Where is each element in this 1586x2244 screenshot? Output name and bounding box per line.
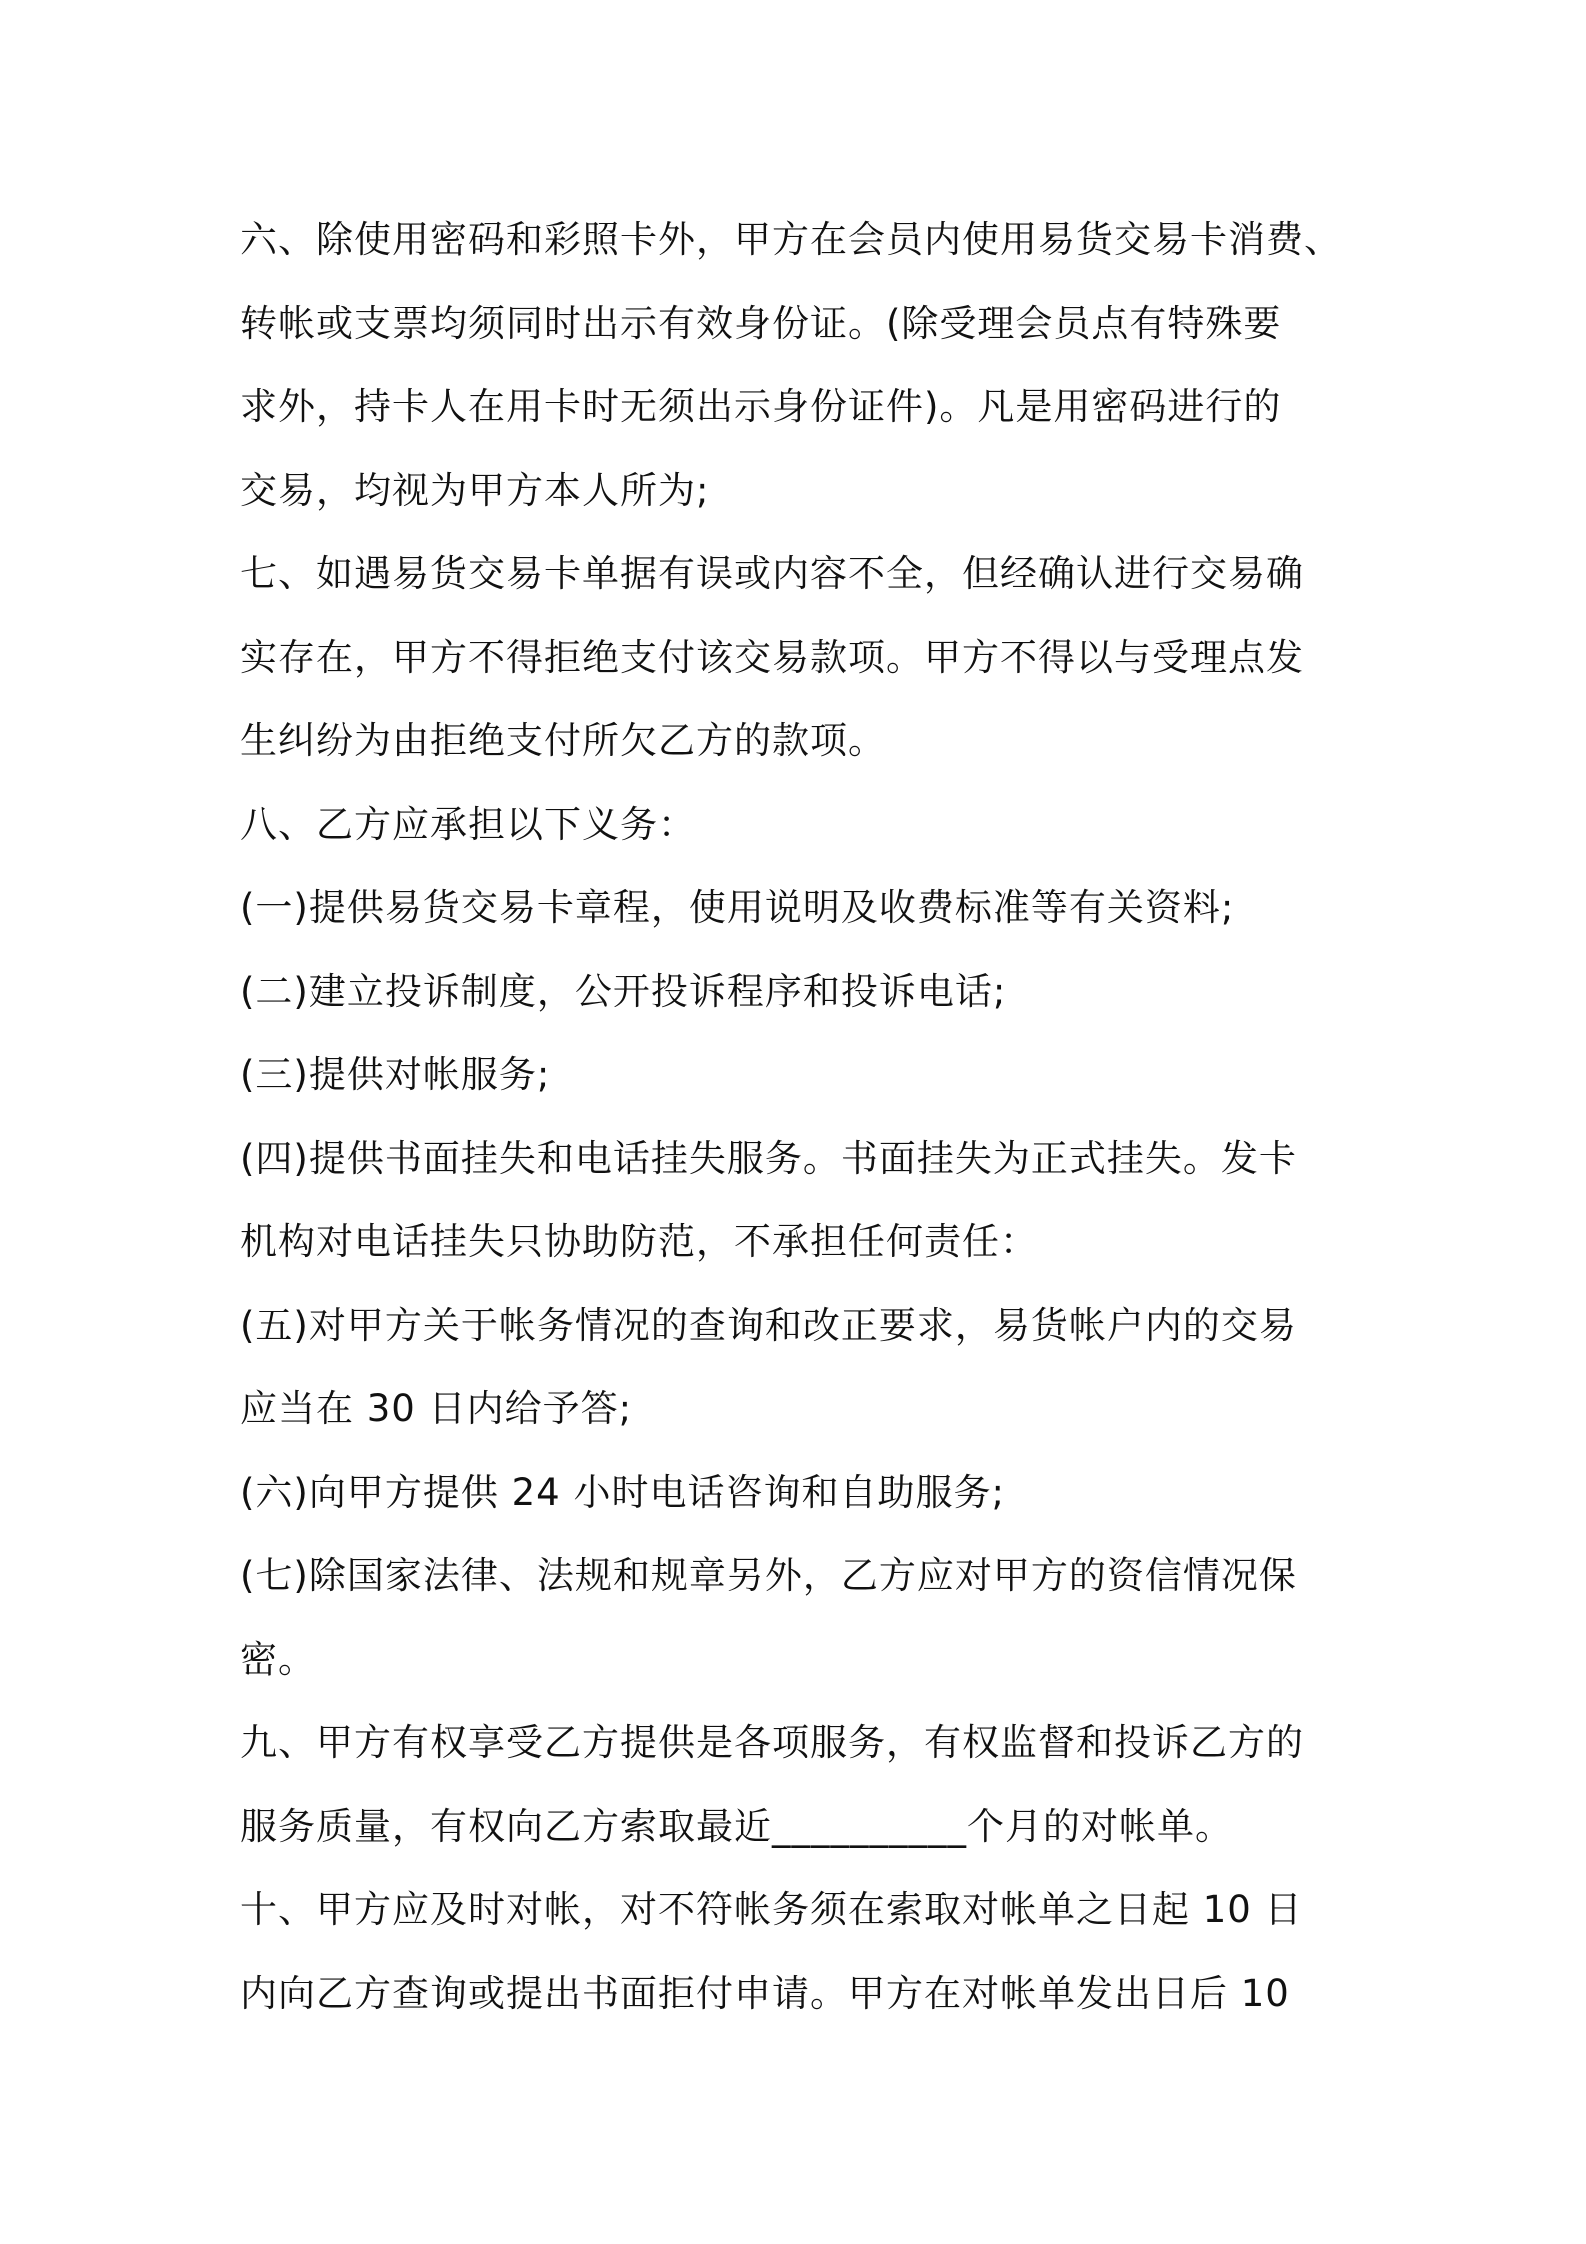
- text-line: 机构对电话挂失只协助防范，不承担任何责任：: [240, 1220, 1038, 1263]
- text-line: 应当在 30 日内给予答;: [240, 1387, 633, 1430]
- text-line: 生纠纷为由拒绝支付所欠乙方的款项。: [240, 719, 886, 762]
- text-line: (七)除国家法律、法规和规章另外，乙方应对甲方的资信情况保: [240, 1554, 1297, 1597]
- text-line: 密。: [240, 1637, 316, 1681]
- text-line: (五)对甲方关于帐务情况的查询和改正要求，易货帐户内的交易: [240, 1303, 1297, 1347]
- text-line: 服务质量，有权向乙方索取最近__________个月的对帐单。: [240, 1804, 1233, 1848]
- text-line: 八、乙方应承担以下义务：: [240, 802, 696, 846]
- text-line: 十、甲方应及时对帐，对不符帐务须在索取对帐单之日起 10 日: [240, 1888, 1303, 1931]
- text-line: 转帐或支票均须同时出示有效身份证。(除受理会员点有特殊要: [240, 301, 1282, 345]
- document-body: [240, 198, 1360, 2035]
- text-line: 交易，均视为甲方本人所为;: [240, 468, 710, 512]
- text-line: 七、如遇易货交易卡单据有误或内容不全，但经确认进行交易确: [240, 552, 1304, 595]
- text-line: 内向乙方查询或提出书面拒付申请。甲方在对帐单发出日后 10: [240, 1971, 1290, 2015]
- text-line: 九、甲方有权享受乙方提供是各项服务，有权监督和投诉乙方的: [240, 1721, 1304, 1764]
- text-line: (二)建立投诉制度，公开投诉程序和投诉电话;: [240, 969, 1007, 1013]
- text-line: 实存在，甲方不得拒绝支付该交易款项。甲方不得以与受理点发: [240, 635, 1304, 679]
- text-line: 求外，持卡人在用卡时无须出示身份证件)。凡是用密码进行的: [240, 385, 1282, 428]
- text-line: (六)向甲方提供 24 小时电话咨询和自助服务;: [240, 1470, 1005, 1514]
- text-line: 六、除使用密码和彩照卡外，甲方在会员内使用易货交易卡消费、: [240, 218, 1342, 261]
- text-line: (一)提供易货交易卡章程，使用说明及收费标准等有关资料;: [240, 886, 1235, 929]
- text-line: (三)提供对帐服务;: [240, 1053, 551, 1096]
- text-line: (四)提供书面挂失和电话挂失服务。书面挂失为正式挂失。发卡: [240, 1136, 1297, 1180]
